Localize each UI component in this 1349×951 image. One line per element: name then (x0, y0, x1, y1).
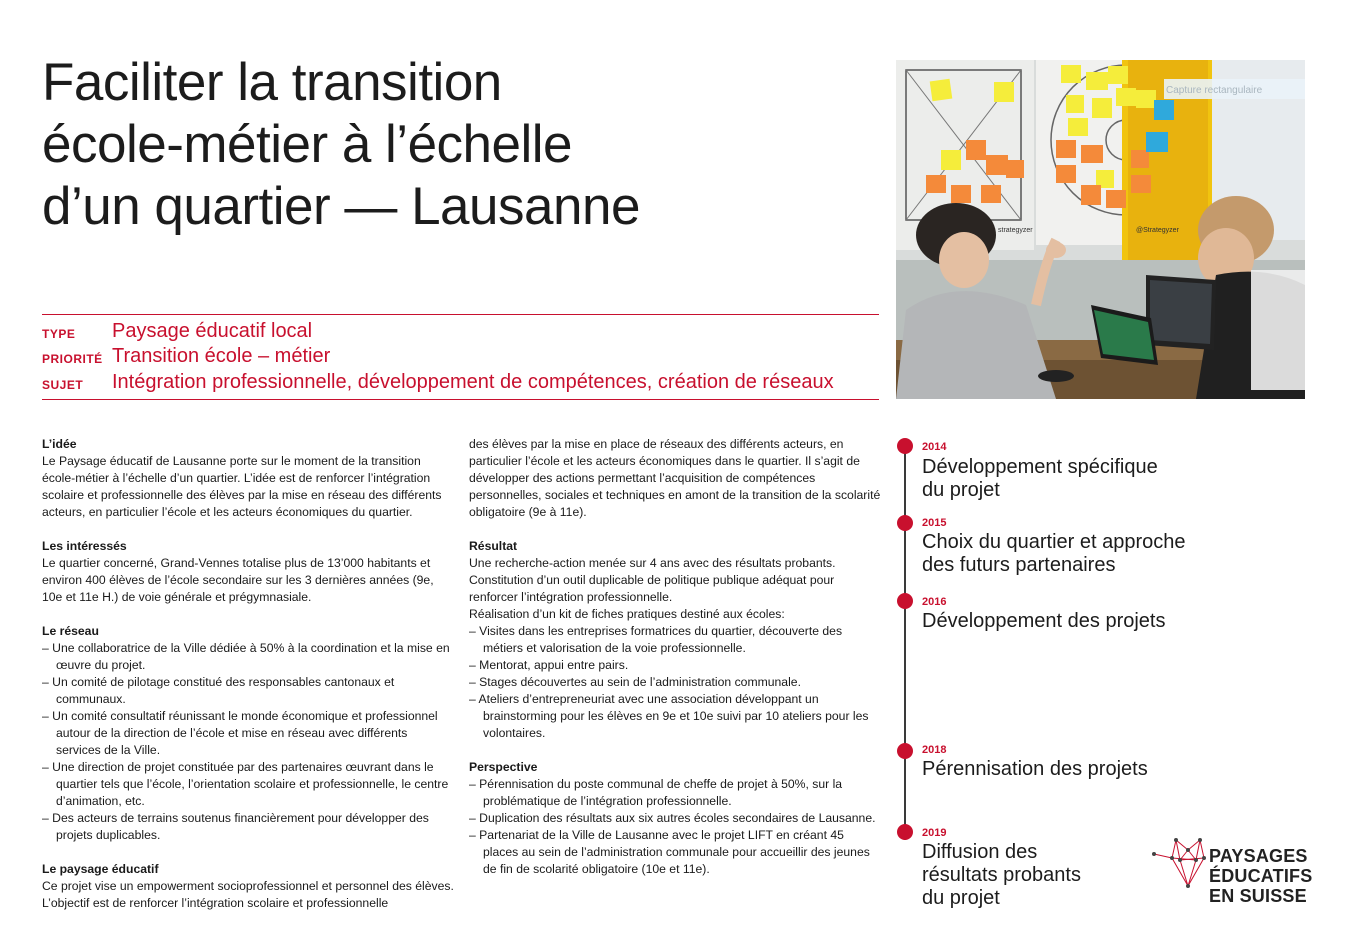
section-title-perspective: Perspective (469, 760, 538, 774)
timeline-text-2019: Diffusion des résultats probants du projet (922, 841, 1081, 909)
list-item: – Partenariat de la Ville de Lausanne avec le projet LIFT en créant 45 places au sein de l’administration communale pour accueillir des jeunes de fin de scolarité obligatoire (10e et 11e). (469, 828, 870, 876)
meta-value-priorite: Transition école – métier (112, 345, 331, 367)
meta-value-type: Paysage éducatif local (112, 320, 313, 342)
logo-line-3: EN SUISSE (1209, 886, 1307, 906)
list-item: – Une direction de projet constituée par des partenaires œuvrant dans le quartier tels que l’école, l’orientation scolaire et professionnelle, le centre d’animation, etc. (42, 760, 449, 808)
timeline-year-2015: 2015 (922, 517, 947, 529)
meta-key-priorite: PRIORITÉ (42, 352, 103, 366)
list-item: – Des acteurs de terrains soutenus financièrement pour développer des projets duplicables. (42, 811, 429, 842)
list-item: – Stages découvertes au sein de l’administration communale. (469, 675, 801, 689)
timeline-text-2014: Développement spécifique du projet (922, 456, 1158, 501)
list-item: – Ateliers d’entrepreneuriat avec une association développant un brainstorming pour les élèves en 9e et 10e suivi par 10 ateliers pour les volontaires. (469, 692, 869, 740)
timeline-year-2016: 2016 (922, 596, 947, 608)
section-title-resultat: Résultat (469, 539, 518, 553)
workshop-photo (896, 60, 1305, 399)
title-line-2: école-métier à l’échelle (42, 115, 573, 174)
timeline-dot-2018 (897, 743, 913, 759)
title-line-1: Faciliter la transition (42, 53, 502, 112)
timeline-text-2018: Pérennisation des projets (922, 758, 1148, 780)
section-text-idee: Le Paysage éducatif de Lausanne porte sur le moment de la transition école-métier à l’échelle d’un quartier. L’idée est de renforcer l’intégration scolaire et professionnelle des élèves par la mise en réseau des différents acteurs, en particulier l’école et les acteurs économiques du quartier. (42, 454, 442, 519)
timeline-year-2014: 2014 (922, 441, 947, 453)
poster-brand-short: strategyzer (998, 227, 1033, 234)
photo-overlay-label: Capture rectangulaire (1166, 85, 1263, 96)
timeline-text-2015: Choix du quartier et approche des futurs partenaires (922, 531, 1186, 576)
list-item: – Duplication des résultats aux six autres écoles secondaires de Lausanne. (469, 811, 876, 825)
timeline-dot-2019 (897, 824, 913, 840)
meta-block (42, 314, 879, 400)
list-item: – Visites dans les entreprises formatrices du quartier, découverte des métiers et valorisation de la voie professionnelle. (469, 624, 843, 655)
meta-value-sujet: Intégration professionnelle, développement de compétences, création de réseaux (112, 371, 834, 393)
section-title-paysage: Le paysage éducatif (42, 862, 159, 876)
logo-line-1: PAYSAGES (1209, 846, 1308, 866)
section-text-continuation: des élèves par la mise en place de réseaux des différents acteurs, en particulier l’école et les acteurs économiques dans le quartier. Il s’agit de développer des actions permettant l’acquisition de compétences personnelles, sociales et techniques en amont de la transition de la scolarité obligatoire (9e à 11e). (469, 437, 881, 519)
column-left (42, 436, 454, 912)
list-item: – Mentorat, appui entre pairs. (469, 658, 629, 672)
list-item: – Une collaboratrice de la Ville dédiée à 50% à la coordination et la mise en œuvre du projet. (42, 641, 450, 672)
section-title-idee: L’idée (42, 437, 77, 451)
title-line-3: d’un quartier — Lausanne (42, 177, 640, 236)
workshop-photo-illustration (896, 60, 1305, 399)
list-item: – Pérennisation du poste communal de cheffe de projet à 50%, sur la problématique de l’intégration professionnelle. (469, 777, 843, 808)
timeline-text-2016: Développement des projets (922, 610, 1166, 632)
meta-key-type: TYPE (42, 327, 76, 341)
section-text-resultat-3: Réalisation d’un kit de fiches pratiques destiné aux écoles: (469, 607, 785, 621)
logo-line-2: ÉDUCATIFS (1209, 866, 1313, 886)
section-title-reseau: Le réseau (42, 624, 99, 638)
page-title (42, 52, 842, 238)
timeline-line (904, 446, 906, 840)
timeline-year-2019: 2019 (922, 827, 947, 839)
section-title-interesses: Les intéressés (42, 539, 127, 553)
timeline-dot-2014 (897, 438, 913, 454)
meta-key-sujet: SUJET (42, 378, 84, 392)
section-text-resultat-2: Constitution d’un outil duplicable de politique publique adéquat pour renforcer l’intégration professionnelle. (469, 573, 835, 604)
section-text-interesses: Le quartier concerné, Grand-Vennes totalise plus de 13’000 habitants et environ 400 élèves de l’école secondaire sur les 3 dernières années (9e, 10e et 11e H.) de voie générale et prégymnasiale. (42, 556, 434, 604)
section-text-resultat-1: Une recherche-action menée sur 4 ans avec des résultats probants. (469, 556, 836, 570)
column-middle (469, 436, 881, 878)
logo-wordmark (1209, 846, 1312, 906)
poster-brand: @Strategyzer (1136, 227, 1179, 234)
timeline-dot-2015 (897, 515, 913, 531)
section-text-paysage: Ce projet vise un empowerment socioprofessionnel et personnel des élèves. L’objectif est de renforcer l’intégration scolaire et professionnelle (42, 879, 454, 910)
list-item: – Un comité consultatif réunissant le monde économique et professionnel autour de la direction de l’école et mise en réseau avec différents services de la Ville. (42, 709, 438, 757)
list-item: – Un comité de pilotage constitué des responsables cantonaux et communaux. (42, 675, 395, 706)
timeline-dot-2016 (897, 593, 913, 609)
timeline-year-2018: 2018 (922, 744, 947, 756)
